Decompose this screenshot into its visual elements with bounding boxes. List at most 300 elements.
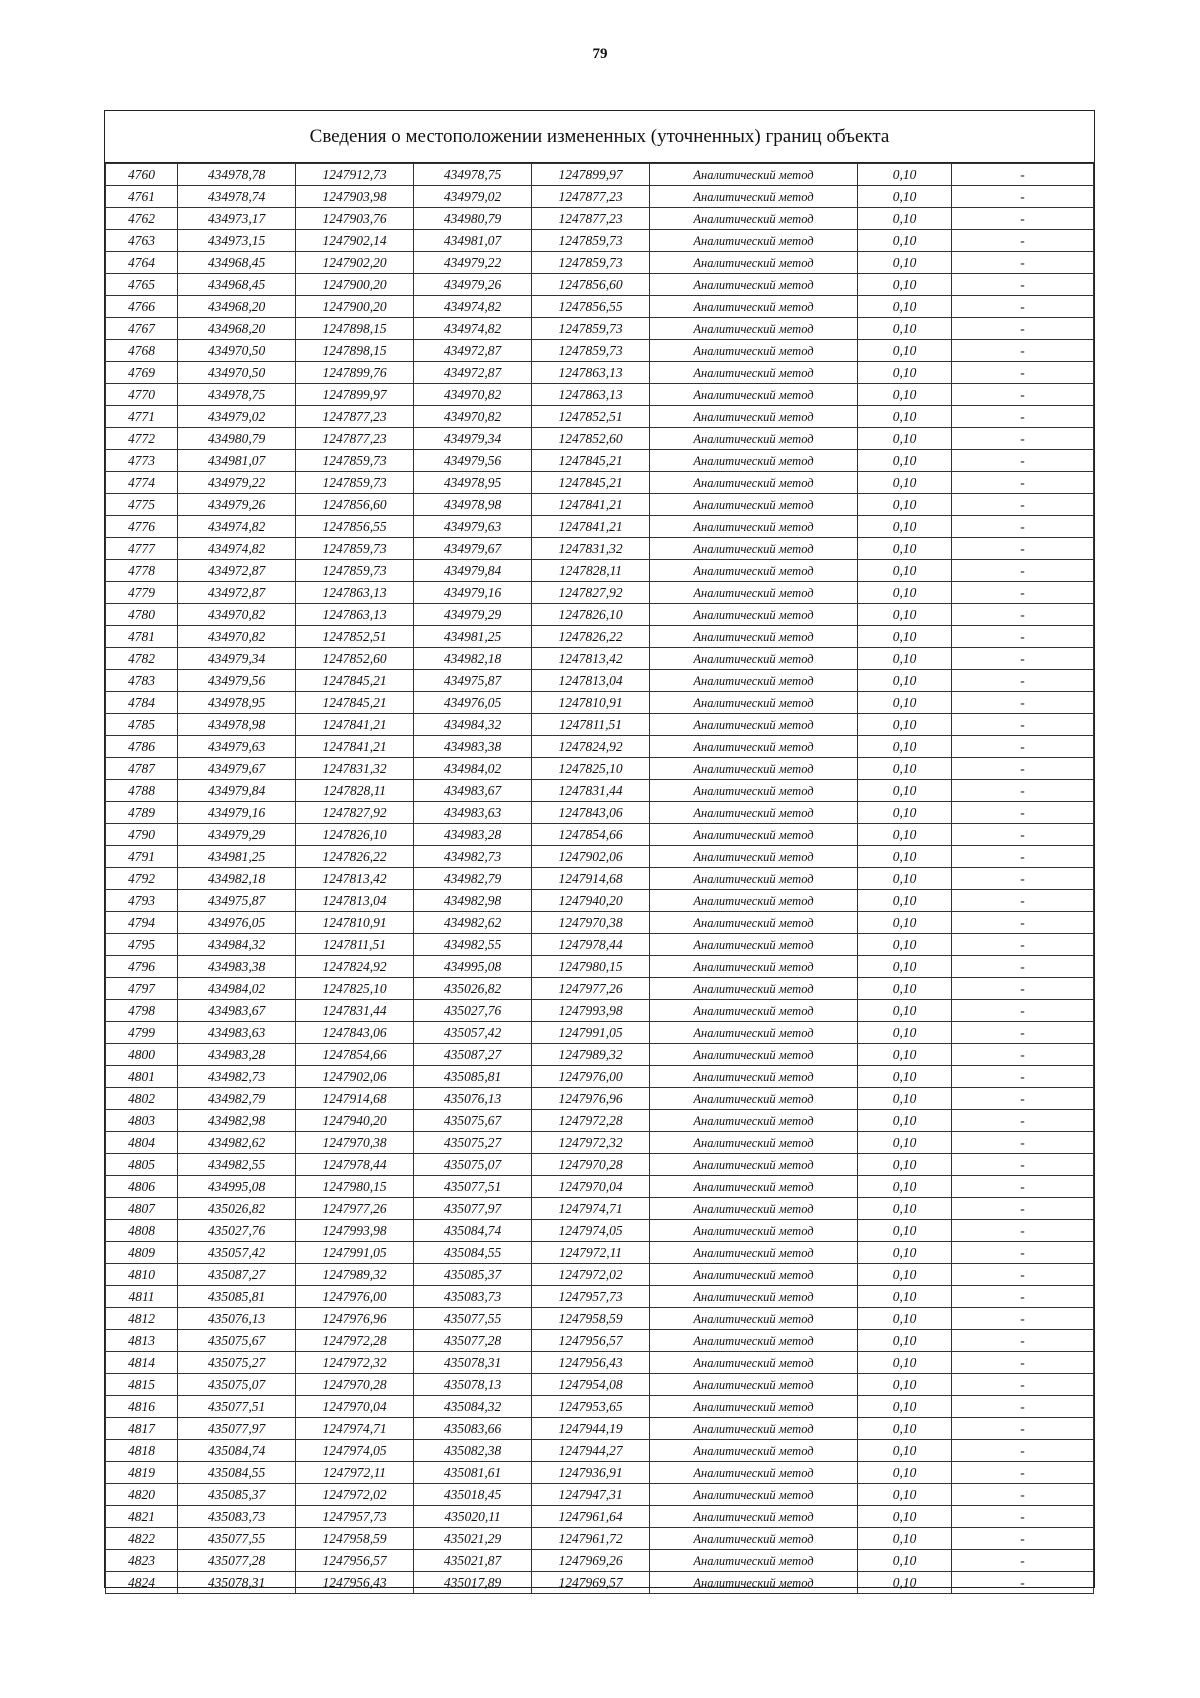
method-cell: Аналитический метод (650, 516, 858, 538)
x-old-cell: 434974,82 (178, 516, 296, 538)
x-new-cell: 435021,87 (414, 1550, 532, 1572)
x-old-cell: 434976,05 (178, 912, 296, 934)
table-row (106, 604, 1094, 626)
description-cell: - (952, 230, 1094, 252)
table-row (106, 296, 1094, 318)
table-row (106, 472, 1094, 494)
x-new-cell: 435076,13 (414, 1088, 532, 1110)
table-row (106, 1198, 1094, 1220)
method-cell: Аналитический метод (650, 1308, 858, 1330)
x-new-cell: 435020,11 (414, 1506, 532, 1528)
point-number-cell: 4784 (106, 692, 178, 714)
description-cell: - (952, 1022, 1094, 1044)
table-row (106, 1044, 1094, 1066)
table-row (106, 362, 1094, 384)
table-row (106, 450, 1094, 472)
y-old-cell: 1247813,04 (296, 890, 414, 912)
table-row (106, 560, 1094, 582)
table-title: Сведения о местоположении измененных (уточненных) границ объекта (105, 111, 1094, 163)
x-old-cell: 434973,15 (178, 230, 296, 252)
accuracy-cell: 0,10 (858, 956, 952, 978)
y-old-cell: 1247900,20 (296, 274, 414, 296)
x-new-cell: 434978,95 (414, 472, 532, 494)
accuracy-cell: 0,10 (858, 428, 952, 450)
method-cell: Аналитический метод (650, 824, 858, 846)
table-row (106, 758, 1094, 780)
method-cell: Аналитический метод (650, 1264, 858, 1286)
point-number-cell: 4818 (106, 1440, 178, 1462)
method-cell: Аналитический метод (650, 758, 858, 780)
point-number-cell: 4796 (106, 956, 178, 978)
method-cell: Аналитический метод (650, 1528, 858, 1550)
y-new-cell: 1247859,73 (532, 230, 650, 252)
x-old-cell: 435087,27 (178, 1264, 296, 1286)
point-number-cell: 4797 (106, 978, 178, 1000)
point-number-cell: 4810 (106, 1264, 178, 1286)
description-cell: - (952, 1374, 1094, 1396)
accuracy-cell: 0,10 (858, 1572, 952, 1594)
description-cell: - (952, 1286, 1094, 1308)
point-number-cell: 4809 (106, 1242, 178, 1264)
accuracy-cell: 0,10 (858, 714, 952, 736)
table-row (106, 318, 1094, 340)
y-old-cell: 1247902,20 (296, 252, 414, 274)
y-new-cell: 1247856,60 (532, 274, 650, 296)
method-cell: Аналитический метод (650, 868, 858, 890)
x-new-cell: 434975,87 (414, 670, 532, 692)
description-cell: - (952, 758, 1094, 780)
point-number-cell: 4820 (106, 1484, 178, 1506)
description-cell: - (952, 1528, 1094, 1550)
accuracy-cell: 0,10 (858, 1352, 952, 1374)
point-number-cell: 4770 (106, 384, 178, 406)
x-old-cell: 435083,73 (178, 1506, 296, 1528)
y-new-cell: 1247863,13 (532, 362, 650, 384)
point-number-cell: 4786 (106, 736, 178, 758)
y-new-cell: 1247845,21 (532, 450, 650, 472)
method-cell: Аналитический метод (650, 1484, 858, 1506)
y-old-cell: 1247831,32 (296, 758, 414, 780)
y-old-cell: 1247852,60 (296, 648, 414, 670)
description-cell: - (952, 1088, 1094, 1110)
y-new-cell: 1247863,13 (532, 384, 650, 406)
method-cell: Аналитический метод (650, 1440, 858, 1462)
method-cell: Аналитический метод (650, 1066, 858, 1088)
point-number-cell: 4816 (106, 1396, 178, 1418)
method-cell: Аналитический метод (650, 626, 858, 648)
y-old-cell: 1247854,66 (296, 1044, 414, 1066)
point-number-cell: 4792 (106, 868, 178, 890)
y-new-cell: 1247940,20 (532, 890, 650, 912)
point-number-cell: 4790 (106, 824, 178, 846)
accuracy-cell: 0,10 (858, 318, 952, 340)
table-row (106, 1088, 1094, 1110)
y-new-cell: 1247961,72 (532, 1528, 650, 1550)
accuracy-cell: 0,10 (858, 1132, 952, 1154)
description-cell: - (952, 648, 1094, 670)
table-row (106, 1506, 1094, 1528)
x-new-cell: 434984,02 (414, 758, 532, 780)
y-old-cell: 1247970,04 (296, 1396, 414, 1418)
x-old-cell: 434978,98 (178, 714, 296, 736)
method-cell: Аналитический метод (650, 208, 858, 230)
method-cell: Аналитический метод (650, 494, 858, 516)
method-cell: Аналитический метод (650, 538, 858, 560)
point-number-cell: 4776 (106, 516, 178, 538)
description-cell: - (952, 252, 1094, 274)
y-old-cell: 1247989,32 (296, 1264, 414, 1286)
point-number-cell: 4785 (106, 714, 178, 736)
method-cell: Аналитический метод (650, 1088, 858, 1110)
point-number-cell: 4804 (106, 1132, 178, 1154)
x-new-cell: 434970,82 (414, 384, 532, 406)
method-cell: Аналитический метод (650, 1418, 858, 1440)
table-row (106, 384, 1094, 406)
table-row (106, 1220, 1094, 1242)
x-new-cell: 435084,32 (414, 1396, 532, 1418)
x-old-cell: 435027,76 (178, 1220, 296, 1242)
point-number-cell: 4761 (106, 186, 178, 208)
point-number-cell: 4802 (106, 1088, 178, 1110)
point-number-cell: 4787 (106, 758, 178, 780)
x-old-cell: 434968,20 (178, 318, 296, 340)
x-old-cell: 434979,29 (178, 824, 296, 846)
x-new-cell: 435084,55 (414, 1242, 532, 1264)
y-old-cell: 1247827,92 (296, 802, 414, 824)
point-number-cell: 4808 (106, 1220, 178, 1242)
y-old-cell: 1247877,23 (296, 428, 414, 450)
accuracy-cell: 0,10 (858, 1440, 952, 1462)
y-old-cell: 1247956,57 (296, 1550, 414, 1572)
x-new-cell: 435084,74 (414, 1220, 532, 1242)
y-old-cell: 1247826,10 (296, 824, 414, 846)
x-new-cell: 435018,45 (414, 1484, 532, 1506)
table-row (106, 1022, 1094, 1044)
y-new-cell: 1247991,05 (532, 1022, 650, 1044)
y-old-cell: 1247863,13 (296, 582, 414, 604)
x-old-cell: 434982,79 (178, 1088, 296, 1110)
description-cell: - (952, 384, 1094, 406)
x-new-cell: 434983,38 (414, 736, 532, 758)
table-row (106, 1110, 1094, 1132)
y-old-cell: 1247993,98 (296, 1220, 414, 1242)
y-new-cell: 1247902,06 (532, 846, 650, 868)
point-number-cell: 4771 (106, 406, 178, 428)
x-new-cell: 434979,63 (414, 516, 532, 538)
table-row (106, 164, 1094, 186)
x-old-cell: 434982,62 (178, 1132, 296, 1154)
x-old-cell: 434979,63 (178, 736, 296, 758)
y-new-cell: 1247852,51 (532, 406, 650, 428)
point-number-cell: 4806 (106, 1176, 178, 1198)
method-cell: Аналитический метод (650, 230, 858, 252)
method-cell: Аналитический метод (650, 956, 858, 978)
accuracy-cell: 0,10 (858, 164, 952, 186)
description-cell: - (952, 1242, 1094, 1264)
description-cell: - (952, 1484, 1094, 1506)
table-row (106, 1352, 1094, 1374)
y-new-cell: 1247852,60 (532, 428, 650, 450)
x-new-cell: 434979,56 (414, 450, 532, 472)
y-old-cell: 1247863,13 (296, 604, 414, 626)
method-cell: Аналитический метод (650, 780, 858, 802)
accuracy-cell: 0,10 (858, 604, 952, 626)
method-cell: Аналитический метод (650, 846, 858, 868)
table-row (106, 1132, 1094, 1154)
y-old-cell: 1247856,60 (296, 494, 414, 516)
y-new-cell: 1247854,66 (532, 824, 650, 846)
table-row (106, 1550, 1094, 1572)
table-row (106, 934, 1094, 956)
table-row (106, 626, 1094, 648)
y-new-cell: 1247856,55 (532, 296, 650, 318)
method-cell: Аналитический метод (650, 186, 858, 208)
point-number-cell: 4762 (106, 208, 178, 230)
x-new-cell: 434981,25 (414, 626, 532, 648)
y-new-cell: 1247947,31 (532, 1484, 650, 1506)
y-old-cell: 1247974,05 (296, 1440, 414, 1462)
y-old-cell: 1247856,55 (296, 516, 414, 538)
accuracy-cell: 0,10 (858, 846, 952, 868)
x-old-cell: 434968,45 (178, 274, 296, 296)
y-old-cell: 1247977,26 (296, 1198, 414, 1220)
table-row (106, 1484, 1094, 1506)
table-row (106, 1308, 1094, 1330)
accuracy-cell: 0,10 (858, 736, 952, 758)
description-cell: - (952, 1110, 1094, 1132)
table-row (106, 1440, 1094, 1462)
method-cell: Аналитический метод (650, 560, 858, 582)
accuracy-cell: 0,10 (858, 1484, 952, 1506)
accuracy-cell: 0,10 (858, 780, 952, 802)
x-old-cell: 435057,42 (178, 1242, 296, 1264)
x-old-cell: 435085,37 (178, 1484, 296, 1506)
accuracy-cell: 0,10 (858, 406, 952, 428)
description-cell: - (952, 1176, 1094, 1198)
y-old-cell: 1247902,14 (296, 230, 414, 252)
accuracy-cell: 0,10 (858, 1154, 952, 1176)
page-number: 79 (592, 46, 608, 62)
x-new-cell: 434982,18 (414, 648, 532, 670)
y-new-cell: 1247970,38 (532, 912, 650, 934)
y-new-cell: 1247953,65 (532, 1396, 650, 1418)
y-new-cell: 1247826,22 (532, 626, 650, 648)
x-new-cell: 434984,32 (414, 714, 532, 736)
y-old-cell: 1247976,00 (296, 1286, 414, 1308)
table-row (106, 736, 1094, 758)
x-new-cell: 434982,73 (414, 846, 532, 868)
method-cell: Аналитический метод (650, 934, 858, 956)
x-old-cell: 434995,08 (178, 1176, 296, 1198)
x-new-cell: 434979,02 (414, 186, 532, 208)
table-row (106, 428, 1094, 450)
description-cell: - (952, 1330, 1094, 1352)
point-number-cell: 4795 (106, 934, 178, 956)
accuracy-cell: 0,10 (858, 186, 952, 208)
description-cell: - (952, 1044, 1094, 1066)
accuracy-cell: 0,10 (858, 868, 952, 890)
accuracy-cell: 0,10 (858, 1110, 952, 1132)
accuracy-cell: 0,10 (858, 802, 952, 824)
x-new-cell: 435027,76 (414, 1000, 532, 1022)
table-row (106, 516, 1094, 538)
table-row (106, 1374, 1094, 1396)
point-number-cell: 4812 (106, 1308, 178, 1330)
point-number-cell: 4822 (106, 1528, 178, 1550)
x-new-cell: 435087,27 (414, 1044, 532, 1066)
description-cell: - (952, 1132, 1094, 1154)
x-old-cell: 435084,74 (178, 1440, 296, 1462)
x-old-cell: 434972,87 (178, 582, 296, 604)
accuracy-cell: 0,10 (858, 208, 952, 230)
accuracy-cell: 0,10 (858, 1418, 952, 1440)
y-new-cell: 1247827,92 (532, 582, 650, 604)
x-old-cell: 435077,97 (178, 1418, 296, 1440)
method-cell: Аналитический метод (650, 912, 858, 934)
x-old-cell: 434970,82 (178, 604, 296, 626)
x-old-cell: 435077,28 (178, 1550, 296, 1572)
accuracy-cell: 0,10 (858, 934, 952, 956)
method-cell: Аналитический метод (650, 1286, 858, 1308)
method-cell: Аналитический метод (650, 1154, 858, 1176)
table-row (106, 1418, 1094, 1440)
point-number-cell: 4813 (106, 1330, 178, 1352)
x-new-cell: 435077,55 (414, 1308, 532, 1330)
y-new-cell: 1247936,91 (532, 1462, 650, 1484)
point-number-cell: 4772 (106, 428, 178, 450)
description-cell: - (952, 956, 1094, 978)
accuracy-cell: 0,10 (858, 1528, 952, 1550)
accuracy-cell: 0,10 (858, 362, 952, 384)
x-new-cell: 434982,98 (414, 890, 532, 912)
table-row (106, 582, 1094, 604)
accuracy-cell: 0,10 (858, 538, 952, 560)
x-new-cell: 435085,37 (414, 1264, 532, 1286)
x-old-cell: 434979,02 (178, 406, 296, 428)
y-new-cell: 1247974,05 (532, 1220, 650, 1242)
accuracy-cell: 0,10 (858, 1198, 952, 1220)
x-new-cell: 434982,79 (414, 868, 532, 890)
x-new-cell: 434974,82 (414, 296, 532, 318)
accuracy-cell: 0,10 (858, 384, 952, 406)
x-old-cell: 434984,32 (178, 934, 296, 956)
method-cell: Аналитический метод (650, 890, 858, 912)
description-cell: - (952, 1264, 1094, 1286)
x-old-cell: 435075,07 (178, 1374, 296, 1396)
y-old-cell: 1247912,73 (296, 164, 414, 186)
y-old-cell: 1247810,91 (296, 912, 414, 934)
description-cell: - (952, 538, 1094, 560)
method-cell: Аналитический метод (650, 1550, 858, 1572)
accuracy-cell: 0,10 (858, 1000, 952, 1022)
y-new-cell: 1247972,32 (532, 1132, 650, 1154)
x-old-cell: 434970,50 (178, 340, 296, 362)
x-old-cell: 434982,55 (178, 1154, 296, 1176)
x-old-cell: 434968,20 (178, 296, 296, 318)
method-cell: Аналитический метод (650, 450, 858, 472)
x-old-cell: 434980,79 (178, 428, 296, 450)
description-cell: - (952, 824, 1094, 846)
accuracy-cell: 0,10 (858, 1462, 952, 1484)
description-cell: - (952, 406, 1094, 428)
x-new-cell: 435075,67 (414, 1110, 532, 1132)
y-new-cell: 1247980,15 (532, 956, 650, 978)
point-number-cell: 4817 (106, 1418, 178, 1440)
table-row (106, 890, 1094, 912)
y-new-cell: 1247841,21 (532, 516, 650, 538)
y-new-cell: 1247877,23 (532, 208, 650, 230)
y-new-cell: 1247899,97 (532, 164, 650, 186)
point-number-cell: 4803 (106, 1110, 178, 1132)
x-old-cell: 435084,55 (178, 1462, 296, 1484)
method-cell: Аналитический метод (650, 406, 858, 428)
x-old-cell: 435077,51 (178, 1396, 296, 1418)
y-new-cell: 1247859,73 (532, 340, 650, 362)
y-old-cell: 1247898,15 (296, 318, 414, 340)
x-old-cell: 434968,45 (178, 252, 296, 274)
description-cell: - (952, 428, 1094, 450)
description-cell: - (952, 626, 1094, 648)
accuracy-cell: 0,10 (858, 274, 952, 296)
coordinates-table (105, 163, 1094, 1594)
y-old-cell: 1247972,32 (296, 1352, 414, 1374)
description-cell: - (952, 1154, 1094, 1176)
x-old-cell: 434981,25 (178, 846, 296, 868)
method-cell: Аналитический метод (650, 1242, 858, 1264)
x-old-cell: 434979,67 (178, 758, 296, 780)
description-cell: - (952, 692, 1094, 714)
x-new-cell: 434983,28 (414, 824, 532, 846)
point-number-cell: 4811 (106, 1286, 178, 1308)
description-cell: - (952, 1066, 1094, 1088)
method-cell: Аналитический метод (650, 1022, 858, 1044)
method-cell: Аналитический метод (650, 1220, 858, 1242)
x-old-cell: 434973,17 (178, 208, 296, 230)
x-old-cell: 434981,07 (178, 450, 296, 472)
accuracy-cell: 0,10 (858, 252, 952, 274)
x-new-cell: 435085,81 (414, 1066, 532, 1088)
accuracy-cell: 0,10 (858, 1088, 952, 1110)
table-row (106, 648, 1094, 670)
description-cell: - (952, 1440, 1094, 1462)
description-cell: - (952, 472, 1094, 494)
point-number-cell: 4794 (106, 912, 178, 934)
x-new-cell: 434979,84 (414, 560, 532, 582)
y-old-cell: 1247976,96 (296, 1308, 414, 1330)
y-old-cell: 1247991,05 (296, 1242, 414, 1264)
y-new-cell: 1247859,73 (532, 318, 650, 340)
y-new-cell: 1247957,73 (532, 1286, 650, 1308)
y-old-cell: 1247970,28 (296, 1374, 414, 1396)
method-cell: Аналитический метод (650, 1110, 858, 1132)
x-new-cell: 434980,79 (414, 208, 532, 230)
x-old-cell: 434978,74 (178, 186, 296, 208)
y-new-cell: 1247826,10 (532, 604, 650, 626)
y-new-cell: 1247810,91 (532, 692, 650, 714)
x-new-cell: 435082,38 (414, 1440, 532, 1462)
point-number-cell: 4799 (106, 1022, 178, 1044)
x-old-cell: 434982,18 (178, 868, 296, 890)
table-row (106, 1264, 1094, 1286)
y-old-cell: 1247972,02 (296, 1484, 414, 1506)
description-cell: - (952, 362, 1094, 384)
method-cell: Аналитический метод (650, 1176, 858, 1198)
y-new-cell: 1247972,02 (532, 1264, 650, 1286)
x-new-cell: 434982,62 (414, 912, 532, 934)
description-cell: - (952, 340, 1094, 362)
y-old-cell: 1247831,44 (296, 1000, 414, 1022)
y-old-cell: 1247978,44 (296, 1154, 414, 1176)
